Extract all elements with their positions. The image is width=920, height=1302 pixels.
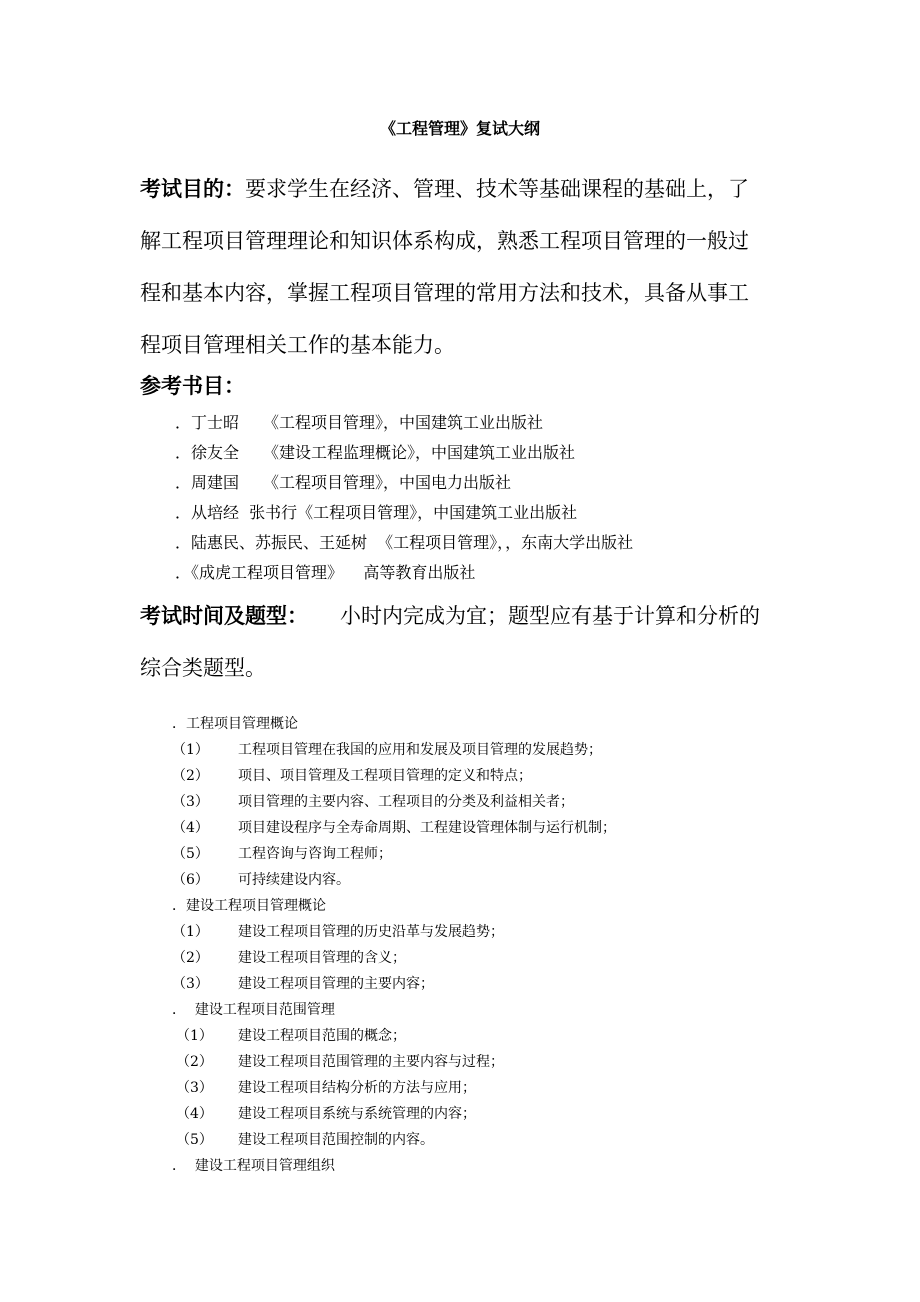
exam-purpose-line: 解工程项目管理理论和知识体系构成，熟悉工程项目管理的一般过: [140, 229, 749, 253]
references-heading: 参考书目：: [140, 374, 245, 398]
syllabus-outline: [172, 711, 616, 1179]
list-item: [172, 1101, 616, 1127]
item-number: （3）: [172, 794, 209, 810]
exam-format-line: 小时内完成为宜；题型应有基于计算和分析的: [340, 604, 760, 628]
item-text: 项目、项目管理及工程项目管理的定义和特点；: [238, 768, 532, 784]
exam-format: [140, 590, 790, 694]
list-item: [172, 919, 616, 945]
reference-item: ．徐友全 《建设工程监理概论》，中国建筑工业出版社: [175, 443, 576, 462]
item-text: 建设工程项目范围的概念；: [238, 1028, 406, 1044]
section-title: ． 建设工程项目范围管理: [172, 1002, 335, 1018]
item-text: 建设工程项目系统与系统管理的内容；: [238, 1106, 476, 1122]
item-text: 工程咨询与咨询工程师；: [238, 846, 392, 862]
section-title: ． 建设工程项目管理组织: [172, 1158, 335, 1174]
item-number: （4）: [172, 820, 209, 836]
item-number: （3）: [176, 1080, 213, 1096]
reference-item: ．从培经 张书行《工程项目管理》，中国建筑工业出版社: [175, 503, 578, 522]
item-text: 建设工程项目范围管理的主要内容与过程；: [238, 1054, 504, 1070]
list-item: [172, 1075, 616, 1101]
exam-purpose: [140, 163, 790, 371]
item-text: 建设工程项目管理的含义；: [238, 950, 406, 966]
list-item: [172, 867, 616, 893]
item-text: 建设工程项目结构分析的方法与应用；: [238, 1080, 476, 1096]
item-number: （4）: [176, 1106, 213, 1122]
section-title: ．建设工程项目管理概论: [172, 898, 326, 914]
list-item: [172, 737, 616, 763]
reference-list: [175, 408, 633, 588]
item-text: 项目建设程序与全寿命周期、工程建设管理体制与运行机制；: [238, 820, 616, 836]
exam-purpose-line: 程和基本内容，掌握工程项目管理的常用方法和技术，具备从事工: [140, 281, 749, 305]
item-number: （3）: [172, 976, 209, 992]
item-number: （2）: [172, 950, 209, 966]
list-item: [172, 971, 616, 997]
page-title: 《工程管理》复试大纲: [379, 119, 540, 138]
section-title: ．工程项目管理概论: [172, 716, 298, 732]
item-text: 工程项目管理在我国的应用和发展及项目管理的发展趋势；: [238, 742, 602, 758]
reference-item: ．陆惠民、苏振民、王延树 《工程项目管理》，，东南大学出版社: [175, 533, 634, 552]
item-text: 可持续建设内容。: [238, 872, 350, 888]
reference-item: ．丁士昭 《工程项目管理》，中国建筑工业出版社: [175, 413, 544, 432]
list-item: [172, 1049, 616, 1075]
exam-purpose-line: 要求学生在经济、管理、技术等基础课程的基础上，了: [245, 177, 749, 201]
exam-purpose-line: 程项目管理相关工作的基本能力。: [140, 333, 455, 357]
item-text: 项目管理的主要内容、工程项目的分类及利益相关者；: [238, 794, 574, 810]
list-item: [172, 763, 616, 789]
item-number: （5）: [172, 846, 209, 862]
exam-format-line: 综合类题型。: [140, 656, 266, 680]
exam-format-label: 考试时间及题型：: [140, 604, 308, 628]
item-number: （1）: [176, 1028, 213, 1044]
reference-item: ．《成虎工程项目管理》 高等教育出版社: [175, 563, 476, 582]
item-text: 建设工程项目管理的主要内容；: [238, 976, 434, 992]
exam-purpose-label: 考试目的：: [140, 177, 245, 201]
item-number: （2）: [176, 1054, 213, 1070]
item-number: （2）: [172, 768, 209, 784]
item-number: （6）: [172, 872, 209, 888]
list-item: [172, 1023, 616, 1049]
list-item: [172, 945, 616, 971]
list-item: [172, 1127, 616, 1153]
item-text: 建设工程项目管理的历史沿革与发展趋势；: [238, 924, 504, 940]
list-item: [172, 815, 616, 841]
list-item: [172, 789, 616, 815]
list-item: [172, 841, 616, 867]
item-text: 建设工程项目范围控制的内容。: [238, 1132, 434, 1148]
item-number: （5）: [176, 1132, 213, 1148]
item-number: （1）: [172, 742, 209, 758]
item-number: （1）: [172, 924, 209, 940]
reference-item: ．周建国 《工程项目管理》，中国电力出版社: [175, 473, 512, 492]
